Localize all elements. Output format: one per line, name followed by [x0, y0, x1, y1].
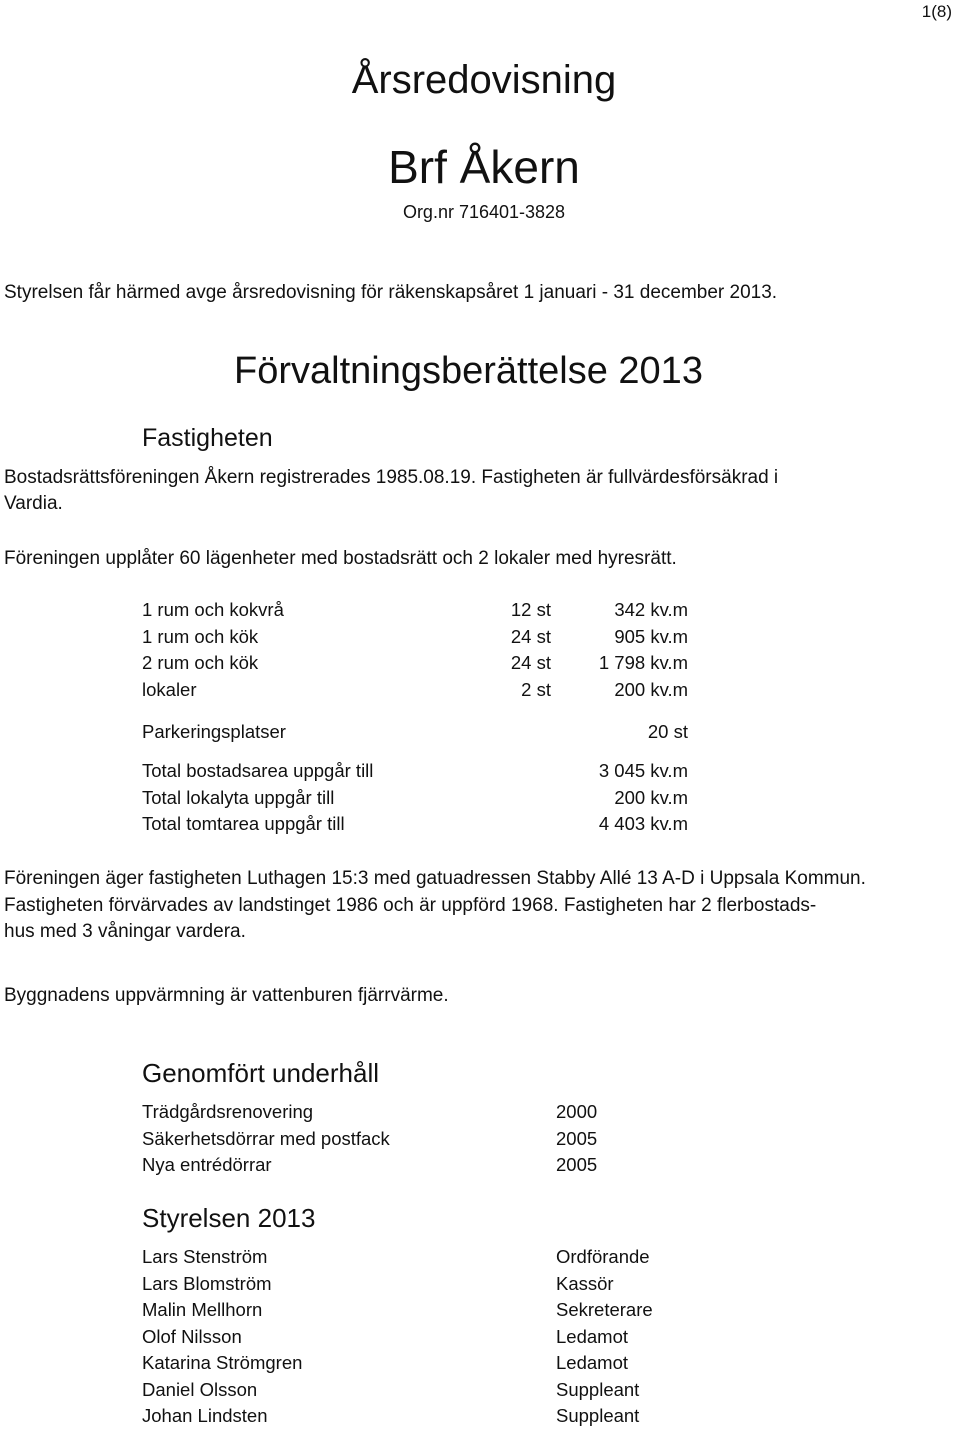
page-number: 1(8) — [921, 2, 952, 21]
section-title: Förvaltningsberättelse 2013 — [234, 350, 703, 392]
board-member-row — [142, 1377, 702, 1404]
apartment-area: 1 798 kv.m — [598, 652, 688, 673]
maintenance-year: 2005 — [556, 1154, 598, 1175]
total-row — [142, 785, 702, 812]
apartment-row — [142, 597, 702, 624]
maintenance-heading: Genomfört underhåll — [142, 1058, 380, 1088]
property-heading: Fastigheten — [142, 424, 273, 452]
intro-paragraph: Styrelsen får härmed avge årsredovisning för räkenskapsåret 1 januari - 31 december 2013. — [4, 282, 778, 303]
total-row — [142, 758, 702, 785]
board-member-row — [142, 1271, 702, 1298]
maintenance-year: 2000 — [556, 1101, 598, 1122]
ownership-text-line-3: hus med 3 våningar vardera. — [4, 921, 246, 942]
heating-paragraph: Byggnadens uppvärmning är vattenburen fjärrvärme. — [4, 985, 449, 1006]
maintenance-row — [142, 1152, 702, 1179]
apartment-row — [142, 624, 702, 651]
member-name: Malin Mellhorn — [142, 1299, 263, 1320]
total-label: Total tomtarea uppgår till — [142, 813, 345, 834]
member-role: Ledamot — [556, 1325, 628, 1347]
member-role: Sekreterare — [556, 1299, 653, 1320]
member-role: Ordförande — [556, 1246, 650, 1267]
member-name: Daniel Olsson — [142, 1378, 258, 1400]
units-paragraph: Föreningen upplåter 60 lägenheter med bostadsrätt och 2 lokaler med hyresrätt. — [4, 548, 677, 569]
document-title: Årsredovisning — [351, 58, 617, 102]
member-role: Suppleant — [556, 1378, 640, 1400]
member-role: Ledamot — [556, 1352, 628, 1373]
board-member-row — [142, 1403, 702, 1430]
maintenance-year: 2005 — [556, 1127, 598, 1149]
maintenance-item: Nya entrédörrar — [142, 1154, 272, 1175]
parking-label: Parkeringsplatser — [142, 721, 286, 742]
apartment-count: 24 st — [510, 652, 551, 673]
registration-text-line-2: Vardia. — [4, 493, 63, 514]
apartment-type-label: 1 rum och kök — [142, 625, 259, 647]
maintenance-item: Trädgårdsrenovering — [142, 1101, 314, 1122]
total-row — [142, 811, 702, 838]
apartment-count: 2 st — [521, 678, 551, 700]
board-member-row — [142, 1244, 702, 1271]
apartment-count: 12 st — [510, 599, 551, 620]
maintenance-row — [142, 1126, 702, 1153]
member-name: Johan Lindsten — [142, 1405, 268, 1426]
ownership-text-line-1: Föreningen äger fastigheten Luthagen 15:3 med gatuadressen Stabby Allé 13 A-D i Uppsala Kommun. — [4, 868, 866, 889]
member-role: Kassör — [556, 1272, 614, 1294]
parking-value: 20 st — [647, 721, 688, 742]
total-value: 200 kv.m — [614, 786, 688, 808]
member-name: Olof Nilsson — [142, 1325, 242, 1347]
total-value: 4 403 kv.m — [598, 813, 688, 834]
apartment-area: 905 kv.m — [614, 625, 688, 647]
member-role: Suppleant — [556, 1405, 640, 1426]
parking-row — [142, 719, 702, 746]
apartment-area: 342 kv.m — [614, 599, 688, 620]
ownership-text-line-2: Fastigheten förvärvades av landstinget 1986 och är uppförd 1968. Fastigheten har 2 flerbostads- — [4, 895, 817, 916]
total-label: Total bostadsarea uppgår till — [142, 760, 374, 781]
apartment-type-label: 1 rum och kokvrå — [142, 599, 284, 620]
maintenance-item: Säkerhetsdörrar med postfack — [142, 1127, 390, 1149]
board-member-row — [142, 1297, 702, 1324]
registration-text-line-1: Bostadsrättsföreningen Åkern registrerades 1985.08.19. Fastigheten är fullvärdesförsäkrad i — [4, 467, 779, 488]
board-member-row — [142, 1324, 702, 1351]
apartment-type-label: lokaler — [142, 678, 197, 700]
member-name: Lars Stenström — [142, 1246, 268, 1267]
apartment-count: 24 st — [510, 625, 551, 647]
maintenance-row — [142, 1099, 702, 1126]
member-name: Katarina Strömgren — [142, 1352, 303, 1373]
total-label: Total lokalyta uppgår till — [142, 786, 335, 808]
org-number: Org.nr 716401-3828 — [402, 202, 566, 222]
board-heading: Styrelsen 2013 — [142, 1203, 316, 1233]
apartment-area: 200 kv.m — [614, 678, 688, 700]
apartment-row — [142, 650, 702, 677]
apartment-row — [142, 677, 702, 704]
apartment-type-label: 2 rum och kök — [142, 652, 259, 673]
board-member-row — [142, 1350, 702, 1377]
total-value: 3 045 kv.m — [598, 760, 688, 781]
member-name: Lars Blomström — [142, 1272, 272, 1294]
association-name: Brf Åkern — [388, 141, 580, 193]
